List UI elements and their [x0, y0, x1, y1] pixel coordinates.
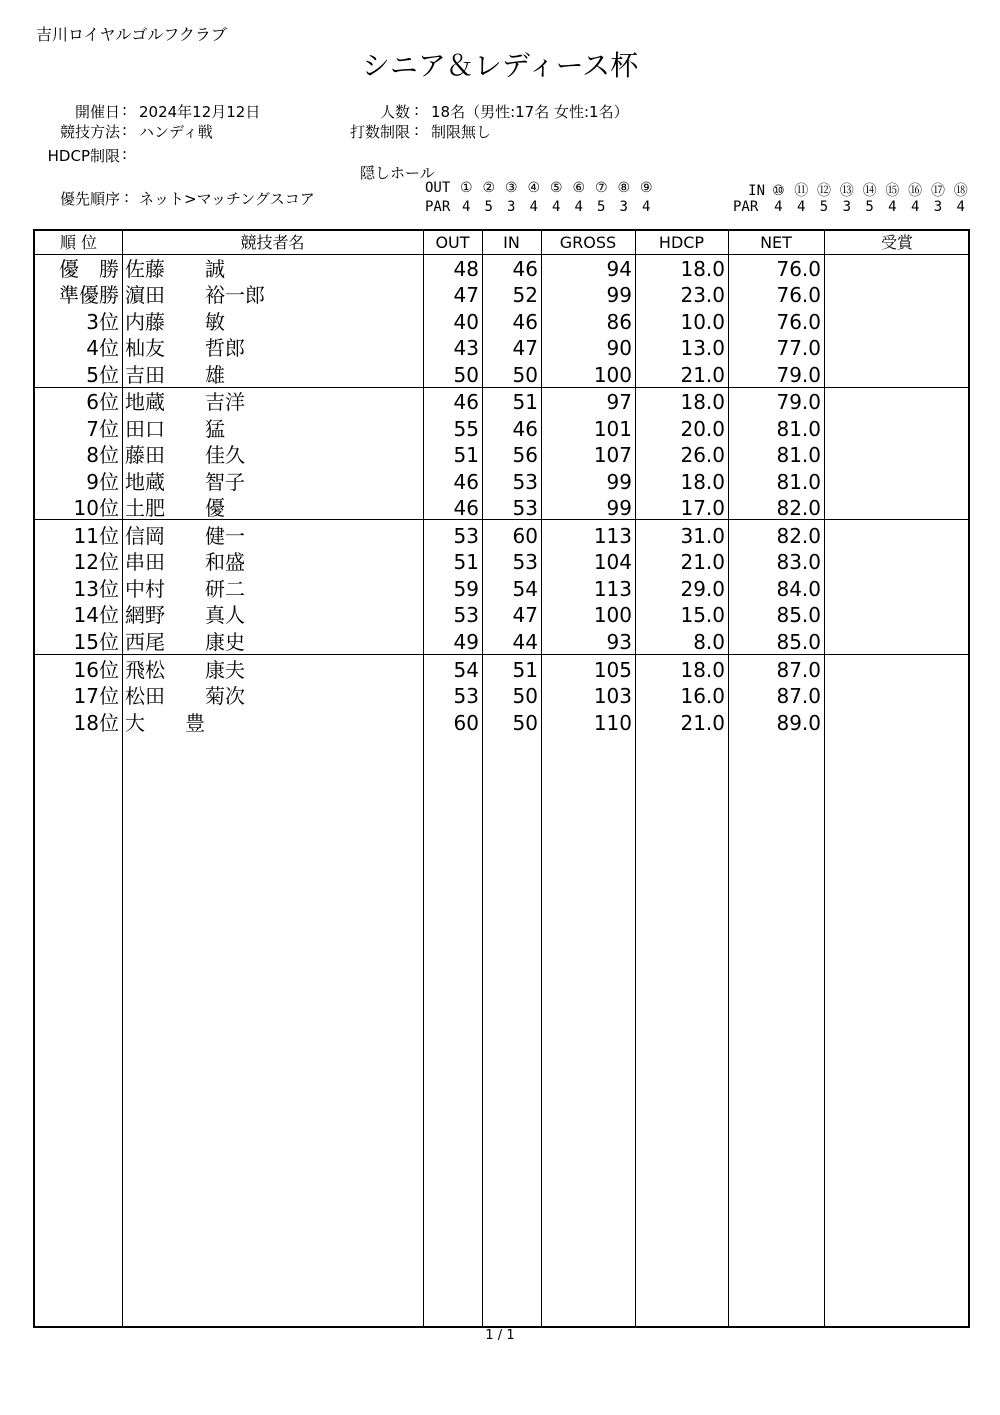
gross-cell: 113: [593, 523, 632, 548]
table-row: [35, 256, 968, 283]
out-par: 4: [462, 199, 471, 215]
hdcp-cell: 16.0: [680, 684, 725, 708]
net-cell: 81.0: [776, 416, 821, 441]
col-header-name: 競技者名: [240, 233, 305, 252]
out-cell: 50: [453, 362, 479, 387]
method-value: ハンディ戦: [139, 123, 213, 141]
table-row: [35, 657, 968, 684]
out-hole: ⑦: [594, 180, 608, 196]
in-par: 4: [796, 199, 806, 215]
net-cell: 85.0: [776, 629, 821, 654]
hdcp-cell: 13.0: [680, 336, 725, 360]
in-cell: 46: [512, 309, 538, 334]
in-hole: ⑪: [794, 183, 809, 199]
col-header-award: 受賞: [880, 233, 913, 252]
hidden-holes-label: 隠しホール: [360, 164, 435, 182]
rank-cell: 7位: [86, 416, 119, 441]
out-cell: 53: [453, 603, 479, 627]
net-cell: 79.0: [776, 390, 821, 414]
hdcp-cell: 18.0: [680, 657, 725, 682]
gross-cell: 99: [606, 283, 632, 307]
rank-cell: 13位: [73, 576, 119, 601]
hdcp-limit-label: HDCP制限: [47, 147, 120, 165]
gross-cell: 103: [593, 684, 632, 708]
table-row: [35, 629, 968, 656]
in-cell: 46: [512, 416, 538, 441]
rank-cell: 5位: [86, 362, 119, 387]
table-row: [35, 335, 968, 362]
name-cell: 西尾 康史: [125, 629, 245, 654]
out-pars-row: [425, 199, 658, 215]
table-row: [35, 416, 968, 443]
hdcp-cell: 8.0: [693, 629, 725, 654]
in-par: 5: [819, 199, 829, 215]
in-cell: 51: [512, 657, 538, 682]
hdcp-cell: 29.0: [680, 576, 725, 601]
people-colon: :: [414, 101, 420, 119]
in-par: 4: [956, 199, 965, 215]
out-hole: ⑥: [572, 180, 586, 196]
rank-cell: 14位: [73, 603, 119, 627]
in-cell: 50: [512, 684, 538, 708]
in-par: 3: [842, 199, 851, 215]
out-hole: ⑧: [617, 180, 631, 196]
out-cell: 47: [453, 283, 479, 307]
in-cell: 46: [512, 256, 538, 281]
out-cell: 48: [453, 256, 479, 281]
rank-cell: 12位: [73, 550, 119, 574]
table-row: [35, 576, 968, 603]
in-hole: ⑩: [772, 183, 785, 199]
in-cell: 56: [512, 443, 538, 467]
priority-label: 優先順序: [59, 190, 120, 208]
out-par: 3: [507, 199, 516, 215]
gross-cell: 104: [593, 550, 632, 574]
name-cell: 地蔵 智子: [125, 469, 245, 494]
col-header-rank: 順 位: [59, 233, 98, 252]
table-row: [35, 602, 968, 629]
in-cell: 53: [512, 469, 538, 494]
net-cell: 76.0: [776, 309, 821, 334]
out-par: 5: [597, 199, 606, 215]
gross-cell: 93: [606, 629, 632, 654]
hdcp-cell: 23.0: [680, 283, 725, 307]
gross-cell: 113: [593, 576, 632, 601]
in-pars-row: [733, 199, 972, 215]
rank-cell: 18位: [73, 710, 119, 735]
rank-cell: 9位: [86, 469, 119, 494]
in-cell: 47: [512, 336, 538, 360]
out-cell: 55: [453, 416, 479, 441]
people-value: 18名（男性:17名 女性:1名）: [431, 103, 629, 121]
net-cell: 89.0: [776, 710, 821, 735]
out-cell: 53: [453, 684, 479, 708]
people-label: 人数: [379, 103, 410, 121]
priority-colon: :: [124, 188, 130, 206]
in-cell: 50: [512, 362, 538, 387]
gross-cell: 100: [593, 362, 632, 387]
rank-cell: 4位: [86, 336, 119, 360]
date-label: 開催日: [74, 103, 120, 121]
priority-value: ネット>マッチングスコア: [139, 190, 315, 208]
in-label: IN: [748, 183, 765, 199]
name-cell: 吉田 雄: [125, 362, 225, 387]
net-cell: 84.0: [776, 576, 821, 601]
gross-cell: 101: [593, 416, 632, 441]
name-cell: 濵田 裕一郎: [125, 283, 265, 307]
net-cell: 82.0: [776, 496, 821, 520]
out-hole: ③: [504, 180, 518, 196]
name-cell: 田口 猛: [125, 416, 225, 441]
out-par: 4: [642, 199, 651, 215]
date-value: 2024年12月12日: [139, 103, 261, 121]
name-cell: 杣友 哲郎: [125, 336, 245, 360]
par-label-in: PAR: [733, 199, 759, 215]
in-hole: ⑯: [908, 183, 923, 199]
gross-cell: 90: [606, 336, 632, 360]
col-header-hdcp: HDCP: [658, 233, 705, 252]
out-par: 5: [484, 199, 493, 215]
table-row: [35, 309, 968, 336]
hdcp-cell: 21.0: [680, 710, 725, 735]
out-hole: ①: [459, 180, 473, 196]
out-cell: 46: [453, 469, 479, 494]
name-cell: 串田 和盛: [125, 550, 245, 574]
rank-cell: 準優勝: [59, 283, 119, 307]
name-cell: 土肥 優: [125, 496, 225, 520]
col-header-in: IN: [503, 233, 520, 252]
stroke-limit-colon: :: [414, 121, 420, 139]
method-colon: :: [122, 121, 128, 139]
out-label: OUT: [425, 180, 451, 196]
in-hole: ⑭: [862, 183, 877, 199]
hdcp-cell: 10.0: [680, 309, 725, 334]
out-cell: 59: [453, 576, 479, 601]
in-cell: 53: [512, 496, 538, 520]
name-cell: 中村 研二: [125, 576, 245, 601]
method-label: 競技方法: [59, 123, 120, 141]
par-label: PAR: [425, 199, 451, 215]
net-cell: 82.0: [776, 523, 821, 548]
page-number: 1 / 1: [485, 1328, 515, 1343]
table-row: [35, 683, 968, 710]
net-cell: 79.0: [776, 362, 821, 387]
hdcp-cell: 31.0: [680, 523, 725, 548]
net-cell: 83.0: [776, 550, 821, 574]
rank-cell: 10位: [73, 496, 119, 520]
in-hole: ⑮: [885, 183, 900, 199]
stroke-limit-label: 打数制限: [349, 123, 410, 141]
in-par: 4: [910, 199, 920, 215]
gross-cell: 99: [606, 469, 632, 494]
table-row: [35, 495, 968, 522]
net-cell: 87.0: [776, 684, 821, 708]
hdcp-cell: 21.0: [680, 362, 725, 387]
rank-cell: 8位: [86, 443, 119, 467]
net-cell: 81.0: [776, 443, 821, 467]
in-cell: 52: [512, 283, 538, 307]
hdcp-cell: 26.0: [680, 443, 725, 467]
club-name: 吉川ロイヤルゴルフクラブ: [36, 25, 227, 44]
out-par: 3: [619, 199, 628, 215]
in-par: 4: [888, 199, 897, 215]
rank-cell: 3位: [86, 309, 119, 334]
table-row: [35, 710, 968, 737]
hdcp-cell: 20.0: [680, 416, 725, 441]
net-cell: 85.0: [776, 603, 821, 627]
table-row: [35, 549, 968, 576]
name-cell: 松田 菊次: [125, 684, 245, 708]
in-cell: 50: [512, 710, 538, 735]
gross-cell: 94: [606, 256, 632, 281]
name-cell: 藤田 佳久: [125, 443, 245, 467]
name-cell: 信岡 健一: [125, 523, 245, 548]
name-cell: 内藤 敏: [125, 309, 225, 334]
col-header-out: OUT: [435, 233, 470, 252]
table-row: [35, 282, 968, 309]
name-cell: 大 豊: [125, 710, 205, 735]
in-hole: ⑰: [930, 183, 945, 199]
in-cell: 44: [512, 629, 538, 654]
table-row: [35, 523, 968, 550]
gross-cell: 100: [593, 603, 632, 627]
out-hole: ⑤: [549, 180, 563, 196]
hdcp-cell: 15.0: [680, 603, 725, 627]
in-par: 3: [933, 199, 943, 215]
stroke-limit-value: 制限無し: [431, 123, 492, 141]
in-cell: 53: [512, 550, 538, 574]
out-par: 4: [552, 199, 561, 215]
col-header-gross: GROSS: [559, 233, 617, 252]
name-cell: 飛松 康夫: [125, 657, 245, 682]
net-cell: 81.0: [776, 469, 821, 494]
net-cell: 76.0: [776, 256, 821, 281]
date-colon: :: [122, 101, 128, 119]
gross-cell: 107: [593, 443, 632, 467]
out-cell: 46: [453, 496, 479, 520]
out-cell: 60: [453, 710, 479, 735]
hdcp-cell: 18.0: [680, 256, 725, 281]
table-row: [35, 362, 968, 389]
table-row: [35, 469, 968, 496]
rank-cell: 15位: [73, 629, 119, 654]
out-par: 4: [574, 199, 583, 215]
rank-cell: 17位: [73, 684, 119, 708]
out-holes-row: [425, 180, 658, 196]
net-cell: 87.0: [776, 657, 821, 682]
hdcp-cell: 18.0: [680, 390, 725, 414]
gross-cell: 105: [593, 657, 632, 682]
out-cell: 40: [453, 309, 479, 334]
results-table: [33, 229, 970, 1328]
gross-cell: 110: [593, 710, 632, 735]
out-cell: 54: [453, 657, 479, 682]
out-hole: ⑨: [639, 180, 653, 196]
table-row: [35, 442, 968, 469]
gross-cell: 99: [606, 496, 632, 520]
net-cell: 77.0: [776, 336, 821, 360]
out-cell: 43: [453, 336, 479, 360]
col-header-net: NET: [760, 233, 792, 252]
out-cell: 46: [453, 390, 479, 414]
out-cell: 51: [453, 443, 479, 467]
out-hole: ④: [527, 180, 541, 196]
in-cell: 54: [512, 576, 538, 601]
name-cell: 地蔵 吉洋: [125, 390, 245, 414]
hdcp-limit-colon: :: [122, 145, 128, 163]
rank-cell: 16位: [73, 657, 119, 682]
hdcp-cell: 18.0: [680, 469, 725, 494]
in-par: 5: [865, 199, 874, 215]
rank-cell: 優 勝: [59, 256, 119, 281]
net-cell: 76.0: [776, 283, 821, 307]
in-holes-row: [733, 180, 972, 200]
table-row: [35, 389, 968, 416]
rank-cell: 6位: [86, 390, 119, 414]
in-par: 4: [774, 199, 783, 215]
page-title: シニア＆レディース杯: [361, 49, 639, 82]
in-hole: ⑱: [953, 183, 968, 199]
out-cell: 49: [453, 629, 479, 654]
in-cell: 47: [512, 603, 538, 627]
in-hole: ⑬: [839, 183, 854, 199]
name-cell: 網野 真人: [125, 603, 245, 627]
in-cell: 60: [512, 523, 538, 548]
hdcp-cell: 17.0: [680, 496, 725, 520]
out-hole: ②: [482, 180, 496, 196]
out-par: 4: [529, 199, 538, 215]
rank-cell: 11位: [73, 523, 119, 548]
out-cell: 53: [453, 523, 479, 548]
name-cell: 佐藤 誠: [125, 256, 225, 281]
in-hole: ⑫: [816, 183, 831, 199]
out-cell: 51: [453, 550, 479, 574]
gross-cell: 86: [606, 309, 632, 334]
in-cell: 51: [512, 390, 538, 414]
gross-cell: 97: [606, 390, 632, 414]
hdcp-cell: 21.0: [680, 550, 725, 574]
